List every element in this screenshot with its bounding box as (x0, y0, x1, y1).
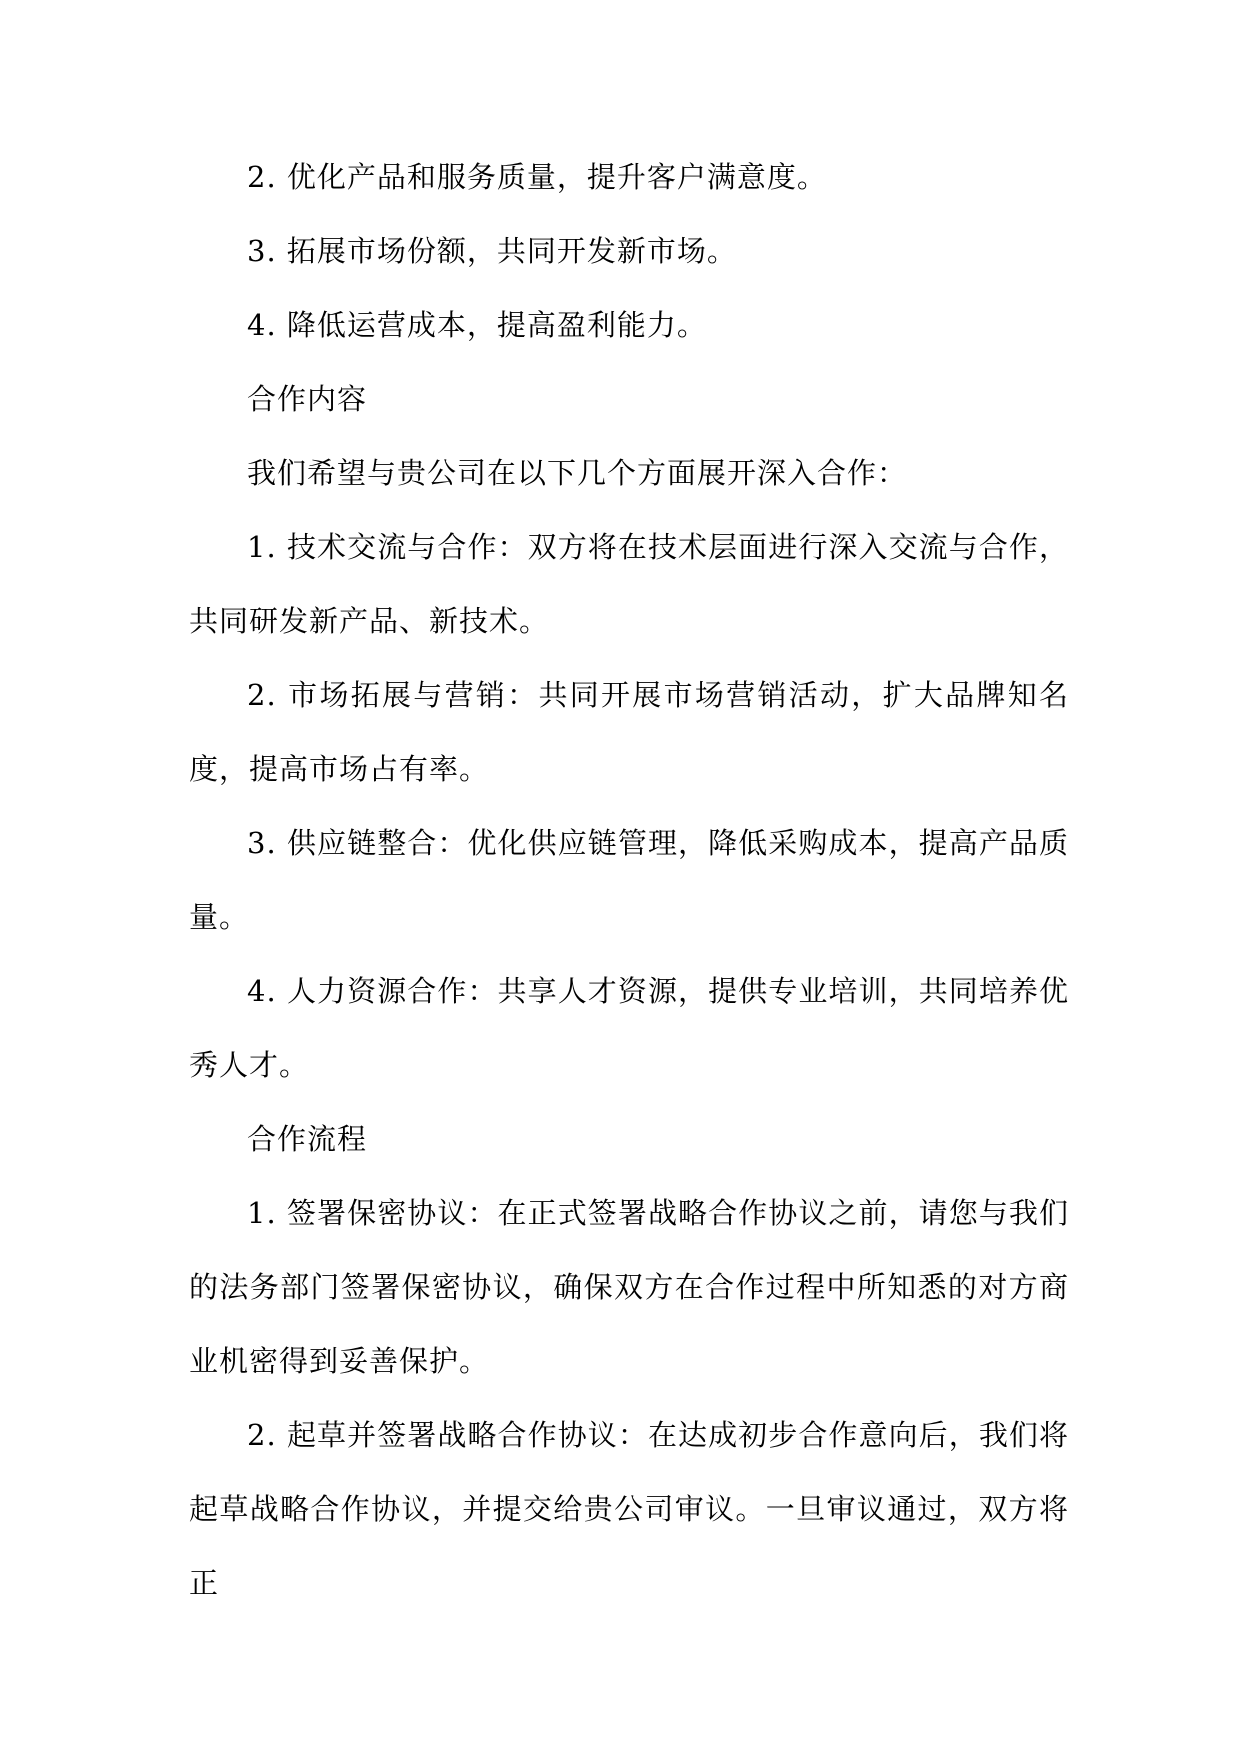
paragraph-goal-3: 3. 拓展市场份额，共同开发新市场。 (247, 234, 737, 268)
paragraph-content-2: 2. 市场拓展与营销：共同开展市场营销活动，扩大品牌知名度，提高市场占有率。 (189, 678, 1069, 786)
section-heading-cooperation-process: 合作流程 (247, 1122, 368, 1156)
paragraph-content-3: 3. 供应链整合：优化供应链管理，降低采购成本，提高产品质量。 (189, 826, 1069, 934)
document-body (189, 140, 1069, 1620)
paragraph-goal-4: 4. 降低运营成本，提高盈利能力。 (247, 308, 707, 342)
paragraph-process-1: 1. 签署保密协议：在正式签署战略合作协议之前，请您与我们的法务部门签署保密协议，确保双方在合作过程中所知悉的对方商业机密得到妥善保护。 (189, 1196, 1069, 1378)
paragraph-process-2: 2. 起草并签署战略合作协议：在达成初步合作意向后，我们将起草战略合作协议，并提交给贵公司审议。一旦审议通过，双方将正 (189, 1418, 1069, 1600)
paragraph-content-1: 1. 技术交流与合作：双方将在技术层面进行深入交流与合作，共同研发新产品、新技术。 (189, 530, 1069, 638)
section-heading-cooperation-content: 合作内容 (247, 382, 368, 416)
paragraph-content-4: 4. 人力资源合作：共享人才资源，提供专业培训，共同培养优秀人才。 (189, 974, 1069, 1082)
paragraph-goal-2: 2. 优化产品和服务质量，提升客户满意度。 (247, 160, 827, 194)
paragraph-cooperation-intro: 我们希望与贵公司在以下几个方面展开深入合作： (247, 456, 908, 490)
